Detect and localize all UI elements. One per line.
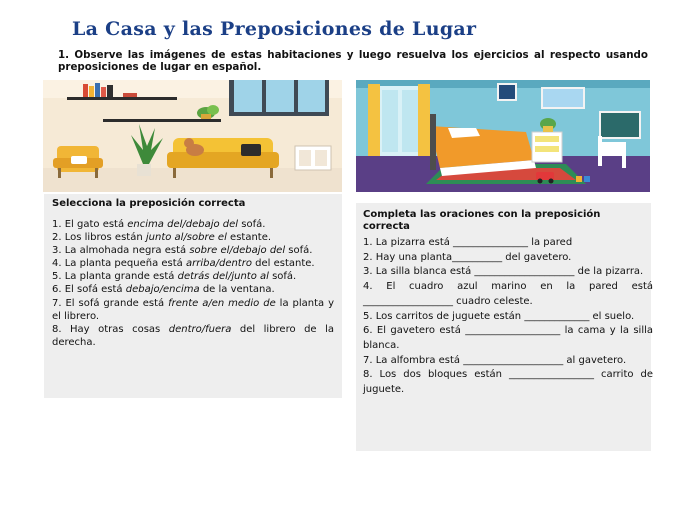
exercise1-heading: Selecciona la preposición correcta [52,198,246,209]
exercise2-item[interactable]: 1. La pizarra está _______________ la pared [363,237,573,248]
exercise2-item[interactable]: 3. La silla blanca está ____________________ de la pizarra. [363,266,644,278]
exercise2-item[interactable]: 6. El gavetero está ___________________ la cama y la silla blanca. [363,325,653,351]
exercise1-item: 4. La planta pequeña está arriba/dentro del estante. [52,258,315,270]
preposition-choice[interactable]: dentro/fuera [168,323,232,335]
instruction-text: 1. Observe las imágenes de estas habitaciones y luego resuelva los ejercicios al respecto usando preposiciones de lugar en español. [58,49,648,73]
exercise-complete-sentences [356,203,651,451]
exercise2-list [363,236,653,398]
preposition-choice[interactable]: arriba/dentro [186,258,252,270]
exercise2-item[interactable]: 7. La alfombra está ____________________ al gavetero. [363,354,627,366]
exercise2-heading: Completa las oraciones con la preposición correcta [363,209,601,232]
exercise2-item[interactable]: 4. El cuadro azul marino en la pared está __________________ cuadro celeste. [363,281,653,307]
bedroom-illustration [356,80,650,192]
exercise1-list [52,218,334,349]
preposition-choice[interactable]: detrás del/junto al [177,271,269,283]
exercise1-item: 1. El gato está encima del/debajo del sofá. [52,219,266,230]
page-title: La Casa y las Preposiciones de Lugar [72,18,477,40]
exercise2-item[interactable]: 2. Hay una planta__________ del gavetero. [363,251,572,263]
exercise1-item: 5. La planta grande está detrás del/junto al sofá. [52,271,297,283]
exercise1-item: 7. El sofá grande está frente a/en medio de la planta y el librero. [52,297,334,322]
exercise2-item[interactable]: 5. Los carritos de juguete están _____________ el suelo. [363,310,635,322]
exercise1-item: 8. Hay otras cosas dentro/fuera del librero de la derecha. [52,323,334,348]
preposition-choice[interactable]: frente a/en medio de [168,297,276,309]
exercise2-item[interactable]: 8. Los dos bloques están _________________ carrito de juguete. [363,369,653,396]
exercise1-item: 6. El sofá está debajo/encima de la ventana. [52,284,275,296]
preposition-choice[interactable]: sobre el/debajo del [189,245,286,257]
preposition-choice[interactable]: junto al/sobre el [145,232,227,244]
preposition-choice[interactable]: encima del/debajo del [127,219,239,230]
preposition-choice[interactable]: debajo/encima [125,284,200,296]
exercise1-item: 3. La almohada negra está sobre el/debajo del sofá. [52,245,313,257]
exercise1-item: 2. Los libros están junto al/sobre el estante. [52,232,272,244]
exercise-select-preposition [44,194,342,398]
living-room-illustration [43,80,342,192]
